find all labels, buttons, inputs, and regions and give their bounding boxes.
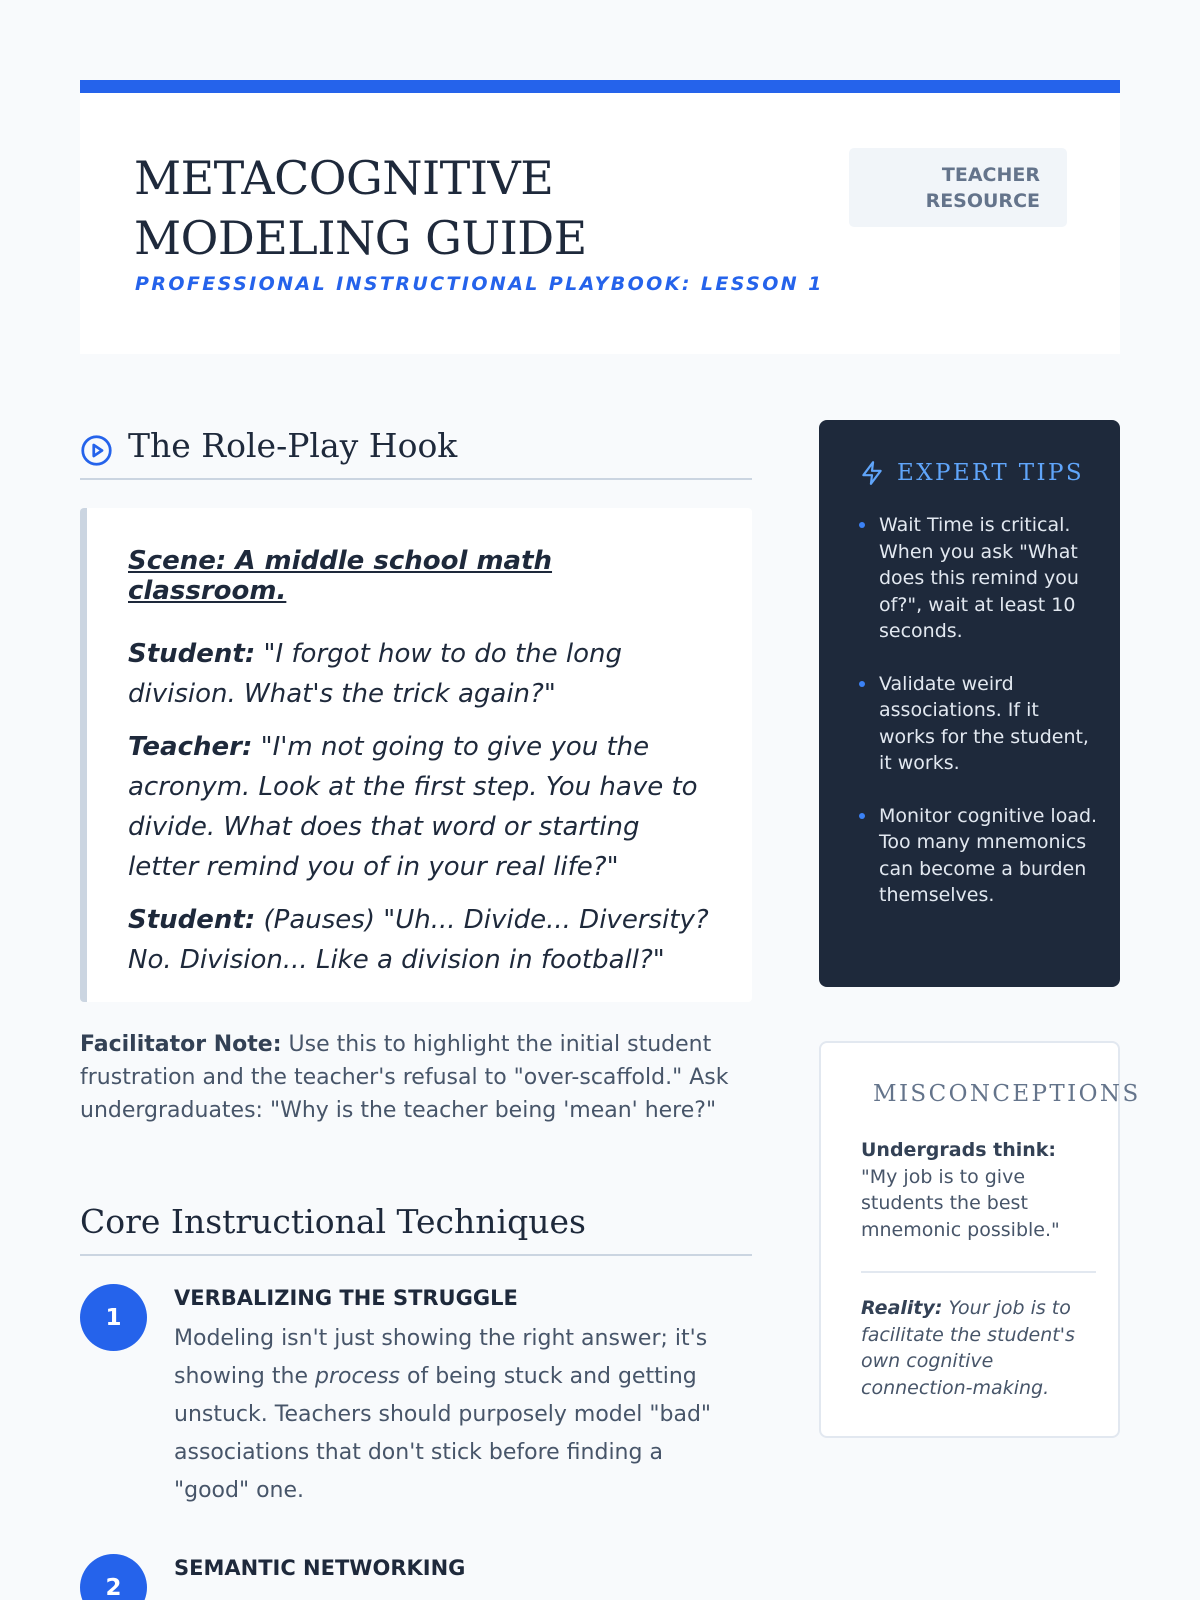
facilitator-note-text: Use this to highlight the initial student frustration and the teacher's refusal to "over-scaffold." Ask undergraduates: "Why is the teacher being 'mean' here?" [80,1032,729,1123]
dialogue-line [128,900,712,980]
tips-list [859,512,1098,909]
speaker-label: Student: [128,639,256,669]
tip-item: Validate weird associations. If it works for the student, it works. [859,671,1098,777]
play-circle-icon [80,434,113,467]
role-play-hook-heading [80,424,752,480]
badge-line-2: RESOURCE [925,190,1040,212]
reality-text: Your job is to facilitate the student's own cognitive connection-making. [861,1297,1075,1399]
misconception-statement [861,1137,1096,1243]
badge-line-1: TEACHER [941,164,1040,186]
speaker-label: Teacher: [128,732,253,762]
dialogue-line [128,727,712,887]
step-number-badge: 2 [80,1554,147,1600]
tip-item: Monitor cognitive load. Too many mnemonics can become a burden themselves. [859,803,1098,909]
technique-description: Modeling isn't just showing the right answer; it's showing the process of being stuck and getting unstuck. Teachers should purposely model "bad" associations that don't stick before finding a "good" one. [174,1326,712,1503]
misconceptions-panel [819,1041,1141,1438]
page-subtitle: PROFESSIONAL INSTRUCTIONAL PLAYBOOK: LESSON 1 [135,273,824,295]
step-number-badge: 1 [80,1284,147,1351]
facilitator-note [80,1028,752,1127]
scene-title: Scene: A middle school math classroom. [128,546,553,606]
think-text: "My job is to give students the best mnemonic possible." [861,1165,1060,1241]
dialogue-line [128,634,712,714]
misconceptions-title: MISCONCEPTIONS [873,1081,1141,1107]
scene-card [80,508,752,1002]
reality-statement [861,1295,1096,1401]
think-label: Undergrads think: [861,1139,1057,1161]
section-title: Core Instructional Techniques [80,1202,586,1241]
expert-tips-title: EXPERT TIPS [897,460,1085,486]
divider [861,1271,1096,1273]
document-header [80,80,1120,354]
page-title: METACOGNITIVE MODELING GUIDE [134,151,587,265]
section-title: The Role-Play Hook [128,426,458,465]
dialogue-text: "I forgot how to do the long division. What's the trick again?" [128,639,623,709]
reality-label: Reality: [861,1297,943,1319]
expert-tips-panel [819,420,1120,987]
dialogue-text: "I'm not going to give you the acronym. Look at the first step. You have to divide. What does that word or starting letter remind you of in your real life?" [128,732,698,882]
lightning-icon [859,460,885,486]
core-techniques-heading [80,1200,752,1256]
facilitator-note-label: Facilitator Note: [80,1032,282,1057]
tip-item: Wait Time is critical. When you ask "What does this remind you of?", wait at least 10 seconds. [859,512,1098,645]
technique-title: SEMANTIC NETWORKING [174,1556,466,1580]
technique-title: VERBALIZING THE STRUGGLE [174,1286,518,1310]
expert-tips-heading [859,460,1098,486]
resource-badge [849,148,1067,227]
speaker-label: Student: [128,905,256,935]
dialogue-text: (Pauses) "Uh... Divide... Diversity? No. Division... Like a division in football?" [128,905,709,975]
